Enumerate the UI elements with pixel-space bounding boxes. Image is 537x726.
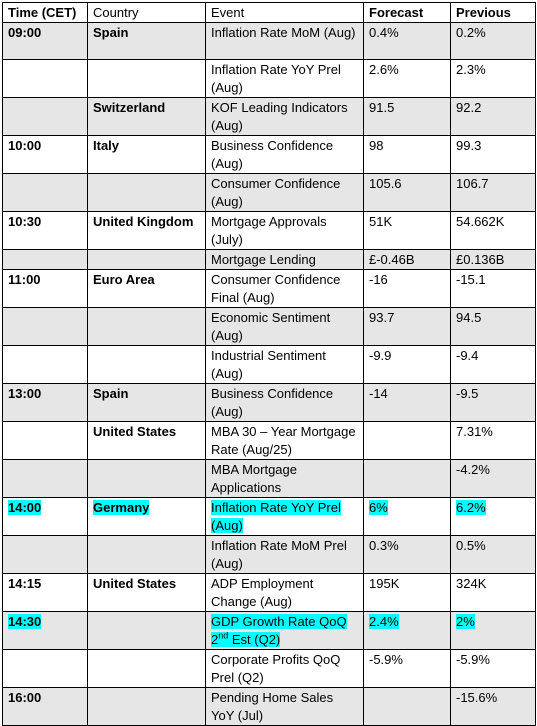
country-cell	[88, 536, 206, 574]
forecast-cell: 195K	[364, 574, 451, 612]
country-cell: Switzerland	[88, 98, 206, 136]
highlight-mark: 2.4%	[369, 614, 399, 629]
country-cell	[88, 60, 206, 98]
time-cell	[3, 60, 88, 98]
country-cell: Euro Area	[88, 270, 206, 308]
forecast-cell: -9.9	[364, 346, 451, 384]
event-cell: KOF Leading Indicators (Aug)	[206, 98, 364, 136]
highlight-mark: 14:30	[8, 614, 42, 629]
forecast-cell: 105.6	[364, 174, 451, 212]
event-cell: MBA 30 – Year Mortgage Rate (Aug/25)	[206, 422, 364, 460]
event-cell: Inflation Rate YoY Prel (Aug)	[206, 60, 364, 98]
forecast-cell: 98	[364, 136, 451, 174]
table-row	[3, 23, 536, 60]
forecast-cell	[364, 612, 451, 650]
header-event: Event	[206, 3, 364, 23]
previous-cell: 0.5%	[451, 536, 536, 574]
table-row	[3, 98, 536, 136]
table-row	[3, 574, 536, 612]
event-cell: Business Confidence (Aug)	[206, 136, 364, 174]
event-cell: Inflation Rate MoM Prel (Aug)	[206, 536, 364, 574]
event-cell: Consumer Confidence Final (Aug)	[206, 270, 364, 308]
previous-cell: 99.3	[451, 136, 536, 174]
table-row	[3, 460, 536, 498]
table-row	[3, 612, 536, 650]
forecast-cell: -16	[364, 270, 451, 308]
table-row	[3, 688, 536, 726]
time-cell: 10:00	[3, 136, 88, 174]
highlight-mark: 14:00	[8, 500, 42, 515]
table-row	[3, 422, 536, 460]
previous-cell: £0.136B	[451, 250, 536, 270]
time-cell	[3, 346, 88, 384]
forecast-cell	[364, 688, 451, 726]
event-cell	[206, 498, 364, 536]
event-cell: Consumer Confidence (Aug)	[206, 174, 364, 212]
country-cell	[88, 460, 206, 498]
previous-cell: 7.31%	[451, 422, 536, 460]
forecast-cell: 93.7	[364, 308, 451, 346]
previous-cell: -4.2%	[451, 460, 536, 498]
previous-cell: -9.4	[451, 346, 536, 384]
forecast-cell: £-0.46B	[364, 250, 451, 270]
previous-cell: 2.3%	[451, 60, 536, 98]
event-text: Est (Q2)	[228, 632, 281, 647]
time-cell: 13:00	[3, 384, 88, 422]
header-previous: Previous	[451, 3, 536, 23]
table-row	[3, 498, 536, 536]
event-cell: Mortgage Approvals (July)	[206, 212, 364, 250]
forecast-cell: 91.5	[364, 98, 451, 136]
event-cell: Pending Home Sales YoY (Jul)	[206, 688, 364, 726]
event-cell: Business Confidence (Aug)	[206, 384, 364, 422]
header-forecast: Forecast	[364, 3, 451, 23]
table-row	[3, 174, 536, 212]
previous-cell: -15.1	[451, 270, 536, 308]
time-cell: 10:30	[3, 212, 88, 250]
previous-cell: 324K	[451, 574, 536, 612]
country-cell	[88, 650, 206, 688]
previous-cell: 92.2	[451, 98, 536, 136]
table-row	[3, 212, 536, 250]
event-cell: Industrial Sentiment (Aug)	[206, 346, 364, 384]
time-cell	[3, 422, 88, 460]
time-cell: 09:00	[3, 23, 88, 60]
event-cell: Corporate Profits QoQ Prel (Q2)	[206, 650, 364, 688]
time-cell	[3, 536, 88, 574]
country-cell: Italy	[88, 136, 206, 174]
previous-cell: 0.2%	[451, 23, 536, 60]
highlight-mark: 6.2%	[456, 500, 486, 515]
event-superscript: nd	[218, 630, 229, 641]
table-row	[3, 60, 536, 98]
event-text: GDP Growth Rate QoQ 2	[211, 614, 347, 647]
forecast-cell: -14	[364, 384, 451, 422]
previous-cell: -5.9%	[451, 650, 536, 688]
highlight-mark: 2%	[456, 614, 475, 629]
time-cell	[3, 308, 88, 346]
time-cell	[3, 498, 88, 536]
country-cell: Spain	[88, 23, 206, 60]
forecast-cell: 51K	[364, 212, 451, 250]
event-cell: MBA Mortgage Applications	[206, 460, 364, 498]
country-cell	[88, 174, 206, 212]
table-row	[3, 536, 536, 574]
forecast-cell	[364, 498, 451, 536]
time-cell: 11:00	[3, 270, 88, 308]
event-cell: ADP Employment Change (Aug)	[206, 574, 364, 612]
country-cell: United States	[88, 574, 206, 612]
country-cell: Spain	[88, 384, 206, 422]
time-cell	[3, 250, 88, 270]
table-row	[3, 650, 536, 688]
table-row	[3, 270, 536, 308]
previous-cell: 94.5	[451, 308, 536, 346]
country-cell	[88, 688, 206, 726]
forecast-cell: 0.3%	[364, 536, 451, 574]
header-country: Country	[88, 3, 206, 23]
previous-cell: 106.7	[451, 174, 536, 212]
event-cell: Mortgage Lending	[206, 250, 364, 270]
country-cell: United Kingdom	[88, 212, 206, 250]
time-cell	[3, 174, 88, 212]
previous-cell: -9.5	[451, 384, 536, 422]
highlight-mark: Inflation Rate YoY Prel (Aug)	[211, 500, 341, 533]
forecast-cell: 0.4%	[364, 23, 451, 60]
country-cell	[88, 308, 206, 346]
event-cell: Economic Sentiment (Aug)	[206, 308, 364, 346]
time-cell	[3, 460, 88, 498]
header-row	[3, 3, 536, 23]
country-cell	[88, 346, 206, 384]
table-row	[3, 346, 536, 384]
country-cell	[88, 250, 206, 270]
previous-cell: -15.6%	[451, 688, 536, 726]
country-cell	[88, 498, 206, 536]
previous-cell: 54.662K	[451, 212, 536, 250]
time-cell: 16:00	[3, 688, 88, 726]
table-row	[3, 136, 536, 174]
forecast-cell: 2.6%	[364, 60, 451, 98]
time-cell: 14:15	[3, 574, 88, 612]
event-cell	[206, 612, 364, 650]
highlight-mark: 6%	[369, 500, 388, 515]
time-cell	[3, 612, 88, 650]
country-cell	[88, 612, 206, 650]
header-time: Time (CET)	[3, 3, 88, 23]
time-cell	[3, 98, 88, 136]
forecast-cell	[364, 460, 451, 498]
table-row	[3, 308, 536, 346]
previous-cell	[451, 612, 536, 650]
previous-cell	[451, 498, 536, 536]
time-cell	[3, 650, 88, 688]
highlight-mark	[211, 614, 347, 647]
highlight-mark: Germany	[93, 500, 150, 515]
table-row	[3, 384, 536, 422]
event-cell: Inflation Rate MoM (Aug)	[206, 23, 364, 60]
forecast-cell: -5.9%	[364, 650, 451, 688]
table-row	[3, 250, 536, 270]
forecast-cell	[364, 422, 451, 460]
country-cell: United States	[88, 422, 206, 460]
economic-calendar-table	[2, 2, 536, 726]
